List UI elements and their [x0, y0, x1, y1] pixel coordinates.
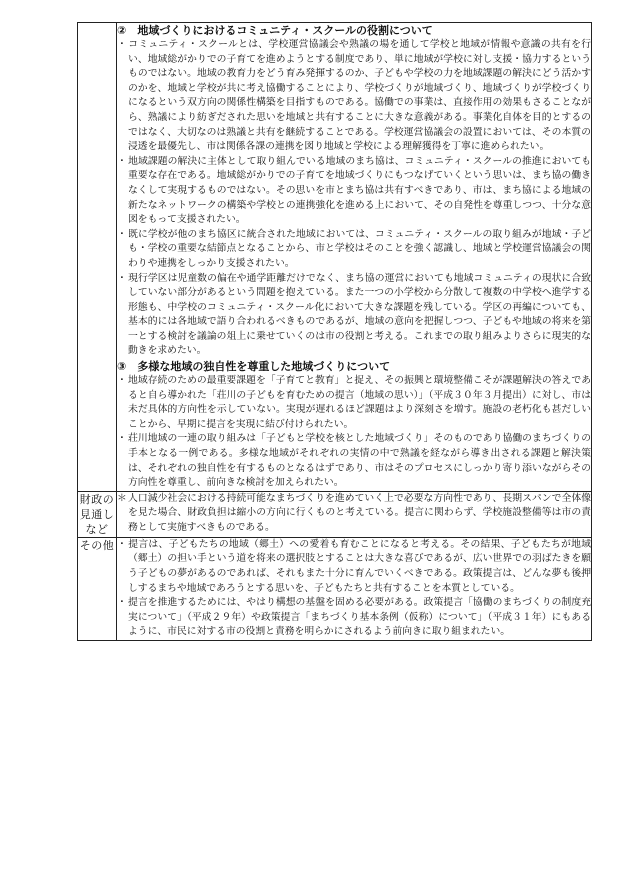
list-item: [117, 492, 591, 536]
list-item-text: 現行学区は児童数の偏在や通学距離だけでなく、まち協の運営においても地域コミュニティの現状に合致していない部分があるという問題を抱えている。また一つの小学校から分散して複数の中学校へ進学する形態も、中学校のコミュニティ・スクール化において大きな課題を残している。学区の再編についても、基本的には各地域で語り合われるべきものであるが、地域の意向を把握しつつ、子どもや地域の将来を第一とする検討を議論の俎上に乗せていくのは市の役割と考える。これまでの取り組みよりさらに現実的な動きを求めたい。: [128, 272, 591, 357]
row-label-line: その他: [79, 538, 115, 552]
bullet-icon: ・: [117, 155, 127, 167]
row-label-line: 見通し: [79, 507, 115, 521]
list-item: [117, 155, 591, 228]
row-label-empty: [78, 23, 117, 492]
row-body-sections: [117, 23, 592, 492]
row-label-line: など: [85, 522, 109, 536]
table-row: [78, 537, 592, 640]
report-table: [77, 22, 592, 641]
list-item-text: 荘川地域の一連の取り組みは「子どもと学校を核とした地域づくり」そのものであり協働のまちづくりの手本となる一例である。多様な地域がそれぞれの実情の中で熟議を経ながら導き出される課題と解決策は、それぞれの独自性を有するものとなるはずであり、市はそのプロセスにしっかり寄り添いながらその方向性を尊重し、前向きな検討を加えられたい。: [128, 433, 591, 489]
list-item-text: 提言は、子どもたちの地域（郷土）への愛着も育むことになると考える。その結果、子どもたちが地域（郷土）の担い手という道を将来の選択肢とすることは大きな喜びであるが、広い世界での羽ばたきを願う子どもの夢があるのであれば、それもまた十分に育んでいくべきである。政策提言は、どんな夢も後押しするまちや地域であろうとする思いを、子どもたちと共有することを本質としている。: [128, 538, 591, 594]
list-item: [117, 374, 591, 432]
row-body-finance: [117, 491, 592, 537]
bullet-icon: ・: [117, 538, 127, 550]
bullet-icon: ＊: [117, 492, 127, 504]
row-body-other: [117, 537, 592, 640]
list-item: [117, 38, 591, 155]
table-row: [78, 23, 592, 492]
bullet-icon: ・: [117, 39, 127, 50]
bullet-icon: ・: [117, 228, 127, 240]
bullet-icon: ・: [117, 597, 127, 609]
list-item: [117, 596, 591, 640]
list-item-text: 地域存続のための最重要課題を「子育てと教育」と捉え、その振興と環境整備こそが課題解決の答えであると自ら導かれた「荘川の子どもを育むための提言（地域の思い）」（平成３０年３月提出）に対し、市は未だ具体的方向性を示していない。実現が遅れるほど課題はより深刻さを増す。施設の老朽化も甚だしいことから、早期に提言を実現に結び付けられたい。: [128, 375, 591, 430]
list-item-text: 人口減少社会における持続可能なまちづくりを進めていく上で必要な方向性であり、長期スパンで全体像を見た場合、財政負担は縮小の方向に行くものと考えている。提言に関わらず、学校施設整備等は市の責務として実施すべきものである。: [128, 492, 591, 533]
list-item-text: 地域課題の解決に主体として取り組んでいる地域のまち協は、コミュニティ・スクールの推進においても重要な存在である。地域総がかりでの子育てを地域づくりにもつなげていくという思いは、まち協の働きなくして実現するものではない。その思いを市とまち協は共有すべきであり、市は、まち協による地域の新たなネットワークの構築や学校との連携強化を進める上において、その自発性を尊重しつつ、十分な意図をもって支援されたい。: [128, 155, 591, 226]
table-row: [78, 491, 592, 537]
bullet-icon: ・: [117, 375, 127, 387]
bullet-icon: ・: [117, 272, 127, 284]
list-item: [117, 272, 591, 360]
list-item-text: 提言を推進するためには、やはり構想の基盤を固める必要がある。政策提言「協働のまちづくりの制度充実について」（平成２９年）や政策提言「まちづくり基本条例（仮称）について」（平成３１年）にもあるように、市民に対する市の役割と責務を明らかにされるよう前向きに取り組まれたい。: [128, 597, 591, 638]
row-label-finance: [78, 491, 117, 537]
list-item: [117, 538, 591, 596]
list-item: [117, 432, 591, 490]
row-label-other: [78, 537, 117, 640]
row-label-line: 財政の: [79, 492, 115, 506]
list-item-text: コミュニティ・スクールとは、学校運営協議会や熟議の場を通して学校と地域が情報や意識の共有を行い、地域総がかりでの子育てを進めようとする制度であり、単に地域が学校に対し支援・協力するというものではない。地域の教育力をどう育み発揮するのか、子どもや学校の力を地域課題の解決にどう活かすのかを、地域と学校が共に考え協働することにより、学校づくりが地域づくり、地域づくりが学校づくりになるという双方向の関係性構築を目指すものである。協働での事業は、直接作用の効果もさることながら、熟議により紡ぎだされた思いを地域と共有することに大きな意義がある。事業化自体を目的とするのではなく、大切なのは熟議と共有を継続することである。学校運営協議会の設置においては、その本質の浸透を最優先し、市は関係各課の連携を図り地域と学校による理解獲得を丁寧に進められたい。: [128, 39, 591, 153]
section-heading: ② 地域づくりにおけるコミュニティ・スクールの役割について: [117, 24, 433, 37]
list-item-text: 既に学校が他のまち協区に統合された地域においては、コミュニティ・スクールの取り組みが地域・子ども・学校の重要な結節点となることから、市と学校はそのことを強く認識し、地域と学校運営協議会の関わりや連携をしっかり支援されたい。: [128, 228, 591, 269]
section-heading: ③ 多様な地域の独自性を尊重した地域づくりについて: [117, 360, 391, 374]
bullet-icon: ・: [117, 433, 127, 445]
list-item: [117, 228, 591, 272]
